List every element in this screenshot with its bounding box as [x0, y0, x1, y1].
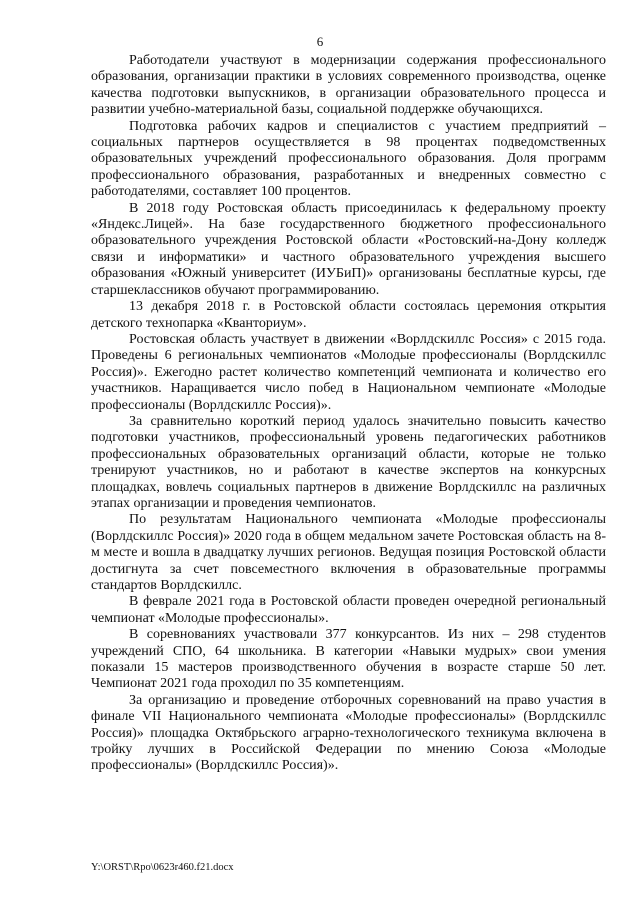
paragraph-training-quality: За сравнительно короткий период удалось значительно повысить качество подготовки участников, профессиональный уровень педагогических работников профессиональных образовательных организаций области, которые не только тренируют участников, но и работают в качестве экспертов на конкурсных площадках, вовлечь социальных партнеров в движение Ворлдскиллс на различных этапах организации и проведения чемпионатов.: [91, 413, 606, 511]
paragraph-worldskills-movement: Ростовская область участвует в движении «Ворлдскиллс Россия» с 2015 года. Проведены 6 региональных чемпионатов «Молодые профессионалы (Ворлдскиллс Россия)». Ежегодно растет количество компетенций чемпионата и количество его участников. Наращивается число побед в Национальном чемпионате «Молодые профессионалы (Ворлдскиллс Россия)».: [91, 331, 606, 413]
paragraph-yandex-lyceum: В 2018 году Ростовская область присоединилась к федеральному проекту «Яндекс.Лицей». На базе государственного бюджетного профессионального образовательного учреждения Ростовской области «Ростовский-на-Дону колледж связи и информатики» и частного образовательного учреждения высшего образования «Южный университет (ИУБиП)» организованы бесплатные курсы, где старшеклассников обучают программированию.: [91, 200, 606, 298]
paragraph-regional-championship-2021: В феврале 2021 года в Ростовской области проведен очередной региональный чемпионат «Молодые профессионалы».: [91, 594, 606, 626]
paragraph-competition-participants: В соревнованиях участвовали 377 конкурсантов. Из них – 298 студентов учреждений СПО, 64 школьника. В категории «Навыки мудрых» свои умения показали 15 мастеров производственного обучения в возрасте старше 50 лет. Чемпионат 2021 года проходил по 35 компетенциям.: [91, 627, 606, 692]
paragraph-national-championship-results: По результатам Национального чемпионата «Молодые профессионалы (Ворлдскиллс Россия)» 2020 года в общем медальном зачете Ростовская область на 8-м месте и вошла в двадцатку лучших регионов. Ведущая позиция Ростовской области достигнута за счет повсеместного включения в образовательные программы стандартов Ворлдскиллс.: [91, 512, 606, 593]
page-number: 6: [316, 34, 324, 49]
footer-file-path: Y:\ORST\Rpo\0623r460.f21.docx: [91, 862, 234, 873]
paragraph-qualifying-organization: За организацию и проведение отборочных соревнований на право участия в финале VII Национального чемпионата «Молодые профессионалы» (Ворлдскиллс Россия)» площадка Октябрьского аграрно-технологического техникума включена в тройку лучших в Российской Федерации по мнению Союза «Молодые профессионалы» (Ворлдскиллс Россия)».: [91, 692, 606, 774]
paragraph-quantorium-opening: 13 декабря 2018 г. в Ростовской области состоялась церемония открытия детского технопарка «Кванториум».: [91, 299, 606, 331]
document-body: [91, 53, 606, 775]
paragraph-workforce-training: Подготовка рабочих кадров и специалистов с участием предприятий – социальных партнеров осуществляется в 98 процентах подведомственных образовательных учреждений профессионального образования. Доля программ профессионального образования, разработанных и внедренных совместно с работодателями, составляет 100 процентов.: [91, 118, 606, 200]
paragraph-employers-participation: Работодатели участвуют в модернизации содержания профессионального образования, организации практики в условиях современного производства, оценке качества подготовки выпускников, в организации образовательного процесса и развитии учебно-материальной базы, социальной поддержке обучающихся.: [91, 53, 606, 118]
